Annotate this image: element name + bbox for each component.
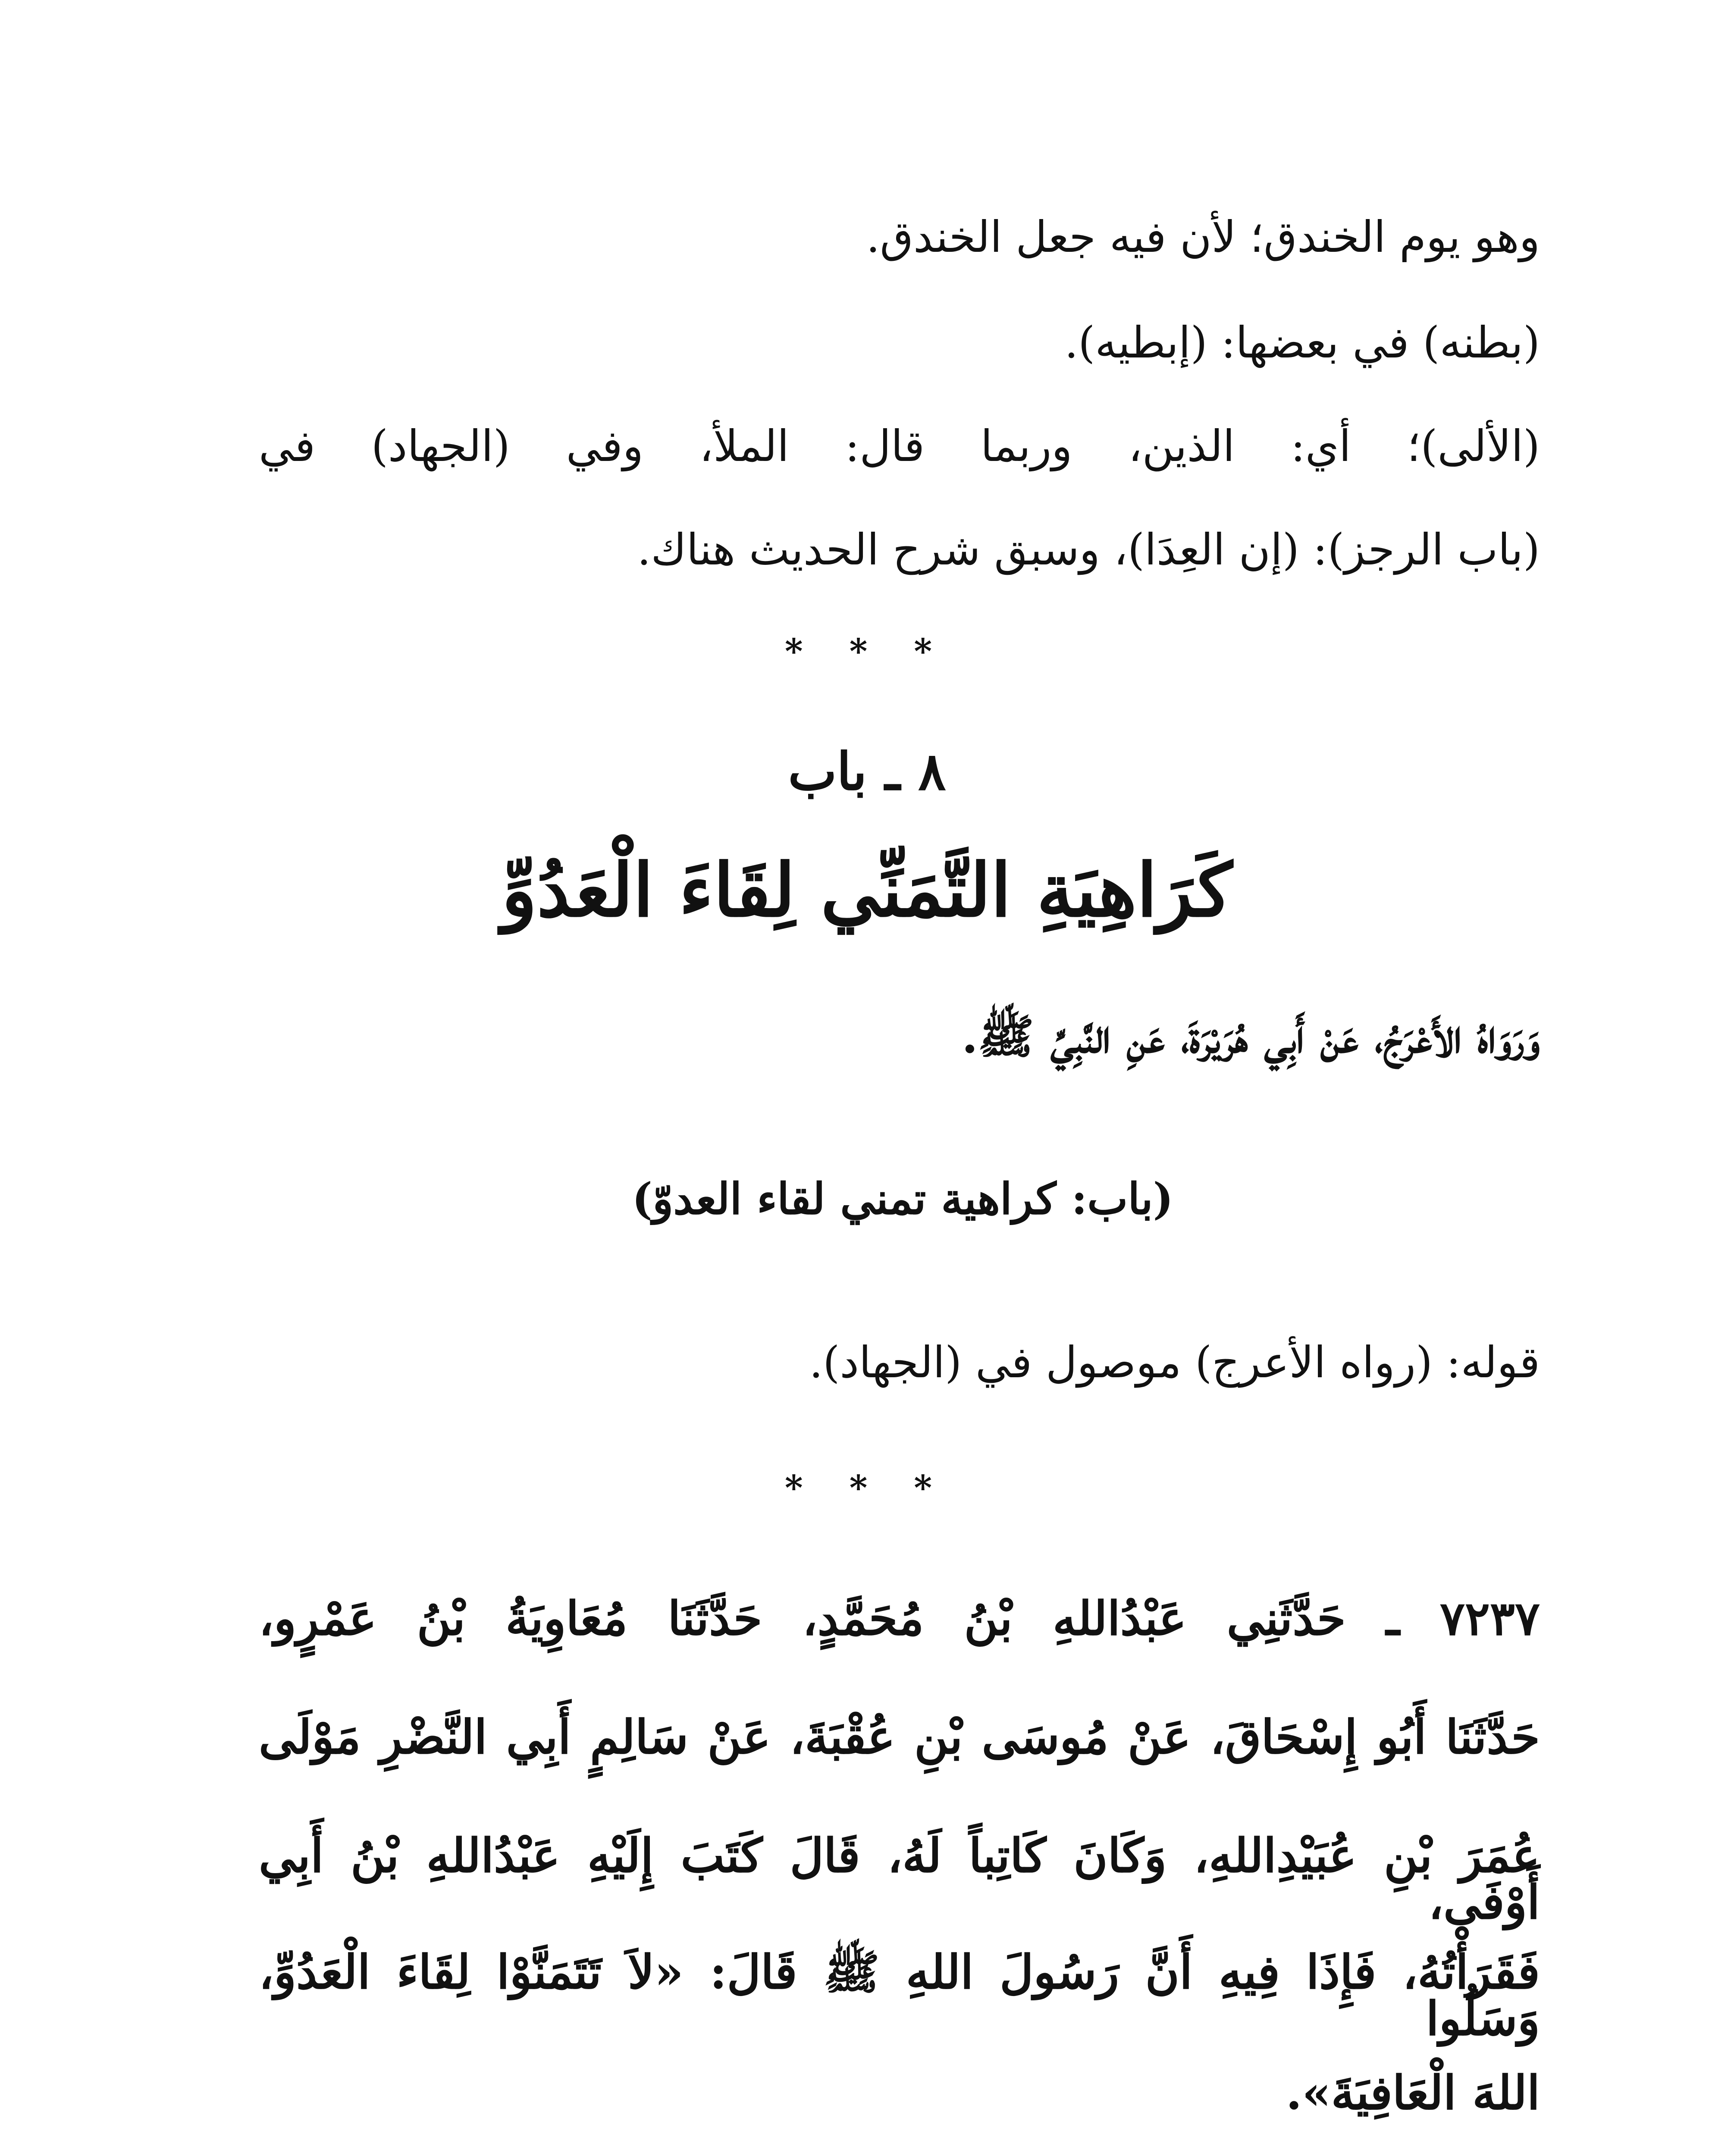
section-separator: * * *: [784, 1467, 950, 1508]
chapter-commentary-heading: (باب: كراهية تمني لقاء العدوّ): [632, 1173, 1173, 1224]
hadith-line-5: اللهَ الْعَافِيَةَ».: [1286, 2066, 1540, 2120]
chapter-title: كَرَاهِيَةِ التَّمَنِّي لِقَاءَ الْعَدُوِّ: [501, 847, 1233, 934]
commentary-line-2: (بطنه) في بعضها: (إبطيه).: [1064, 317, 1540, 368]
commentary-line-1: وهو يوم الخندق؛ لأن فيه جعل الخندق.: [866, 212, 1540, 262]
chapter-number: ٨ ـ باب: [788, 741, 946, 802]
hadith-line-3: عُمَرَ بْنِ عُبَيْدِاللهِ، وَكَانَ كَاتِباً لَهُ، قَالَ كَتَبَ إِلَيْهِ عَبْدُاللهِ بْنُ أَبِي أَوْفَى،: [259, 1829, 1540, 1930]
commentary-line-3: (الألى)؛ أي: الذين، وربما قال: الملأ، وفي (الجهاد) في: [259, 421, 1540, 471]
chapter-narration-note: وَرَوَاهُ الأَعْرَجُ، عَنْ أَبِي هُرَيْرَةَ، عَنِ النَّبِيِّ ﷺ.: [962, 1009, 1540, 1064]
commentary-line-4: (باب الرجز): (إن العِدَا)، وسبق شرح الحديث هناك.: [637, 524, 1540, 575]
hadith-line-2: حَدَّثَنَا أَبُو إِسْحَاقَ، عَنْ مُوسَى بْنِ عُقْبَةَ، عَنْ سَالِمٍ أَبِي النَّضْرِ مَوْلَى: [259, 1710, 1540, 1764]
hadith-line-1: ٧٢٣٧ ـ حَدَّثَنِي عَبْدُاللهِ بْنُ مُحَمَّدٍ، حَدَّثَنَا مُعَاوِيَةُ بْنُ عَمْرٍو،: [259, 1592, 1540, 1646]
section-separator: * * *: [784, 631, 950, 671]
hadith-line-4: فَقَرَأْتُهُ، فَإِذَا فِيهِ أَنَّ رَسُولَ اللهِ ﷺ قَالَ: «لاَ تَتَمَنَّوْا لِقَاءَ الْعَدُوِّ، وَسَلُوا: [259, 1945, 1540, 2046]
chapter-commentary-note: قوله: (رواه الأعرج) موصول في (الجهاد).: [809, 1337, 1540, 1388]
